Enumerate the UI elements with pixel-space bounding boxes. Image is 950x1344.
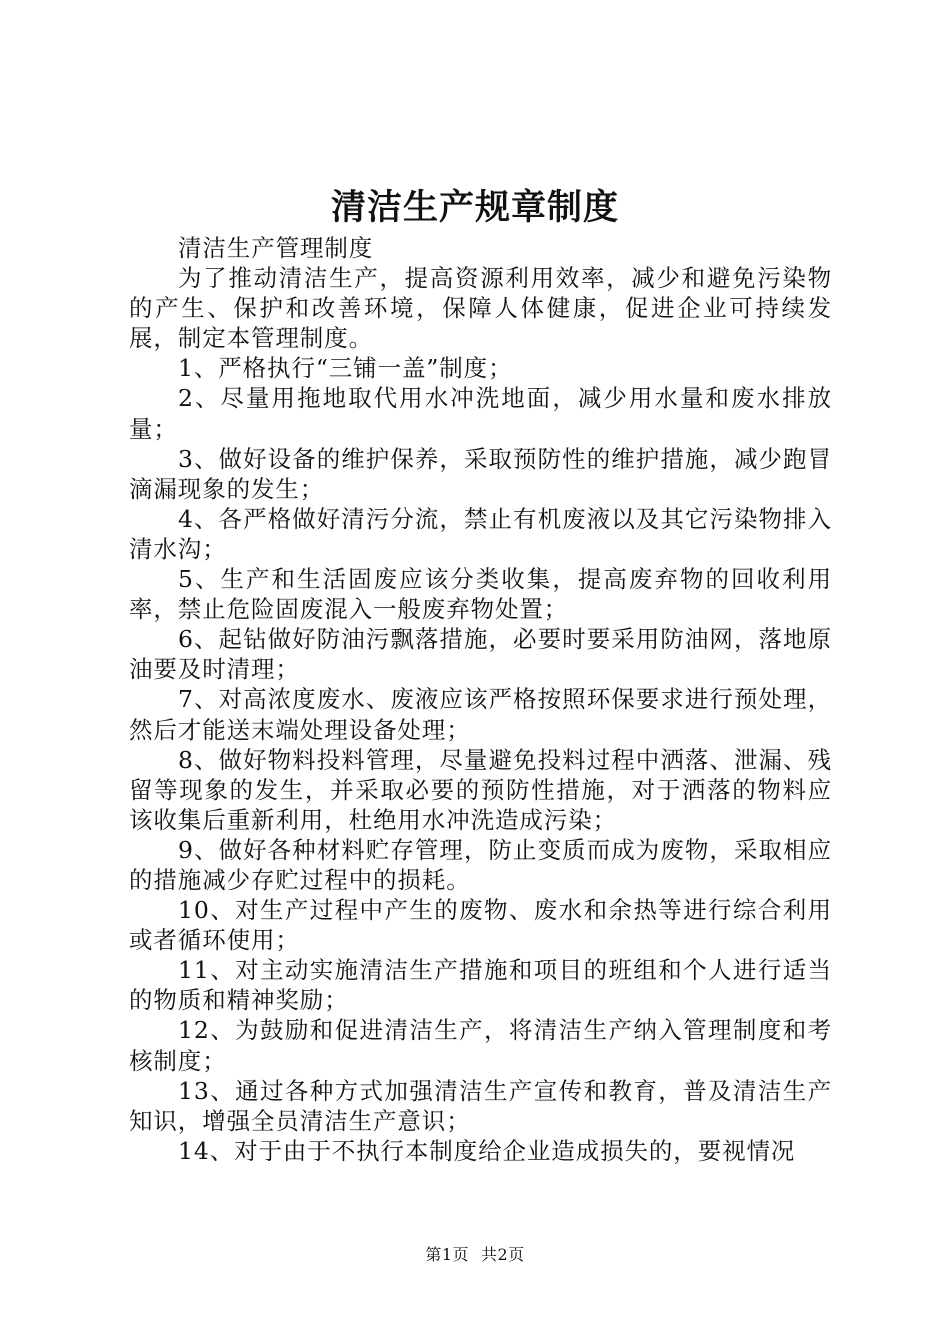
paragraph-intro: 为了推动清洁生产，提高资源利用效率，减少和避免污染物的产生、保护和改善环境，保障人体健康，促进企业可持续发展，制定本管理制度。: [129, 264, 832, 353]
page-number: 第1页: [425, 1245, 469, 1264]
rule-item-13: 13、通过各种方式加强清洁生产宣传和教育，普及清洁生产知识，增强全员清洁生产意识；: [129, 1076, 832, 1135]
page-footer: [0, 1244, 950, 1266]
rule-item-14: 14、对于由于不执行本制度给企业造成损失的，要视情况: [178, 1136, 796, 1165]
document-body: [129, 233, 832, 1166]
rule-item-5: 5、生产和生活固废应该分类收集，提高废弃物的回收利用率，禁止危险固废混入一般废弃物处置；: [129, 565, 832, 624]
document-title: 清洁生产规章制度: [330, 187, 619, 228]
rule-item-7: 7、对高浓度废水、废液应该严格按照环保要求进行预处理，然后才能送末端处理设备处理；: [129, 685, 832, 744]
rule-item-4: 4、各严格做好清污分流，禁止有机废液以及其它污染物排入清水沟；: [129, 504, 832, 563]
rule-item-8: 8、做好物料投料管理，尽量避免投料过程中洒落、泄漏、残留等现象的发生，并采取必要的预防性措施，对于洒落的物料应该收集后重新利用，杜绝用水冲洗造成污染；: [129, 745, 832, 834]
rule-item-10: 10、对生产过程中产生的废物、废水和余热等进行综合利用或者循环使用；: [129, 896, 832, 955]
page-total: 共2页: [481, 1245, 525, 1264]
rule-item-12: 12、为鼓励和促进清洁生产，将清洁生产纳入管理制度和考核制度；: [129, 1016, 832, 1075]
rule-item-1: 1、严格执行“三铺一盖”制度；: [178, 354, 513, 383]
rule-item-2: 2、尽量用拖地取代用水冲洗地面，减少用水量和废水排放量；: [129, 384, 832, 443]
rule-item-6: 6、起钻做好防油污飘落措施，必要时要采用防油网，落地原油要及时清理；: [129, 625, 832, 684]
paragraph-subtitle: 清洁生产管理制度: [178, 234, 374, 262]
rule-item-11: 11、对主动实施清洁生产措施和项目的班组和个人进行适当的物质和精神奖励；: [129, 956, 832, 1015]
rule-item-3: 3、做好设备的维护保养，采取预防性的维护措施，减少跑冒滴漏现象的发生；: [129, 444, 832, 503]
rule-item-9: 9、做好各种材料贮存管理，防止变质而成为废物，采取相应的措施减少存贮过程中的损耗。: [129, 835, 832, 894]
